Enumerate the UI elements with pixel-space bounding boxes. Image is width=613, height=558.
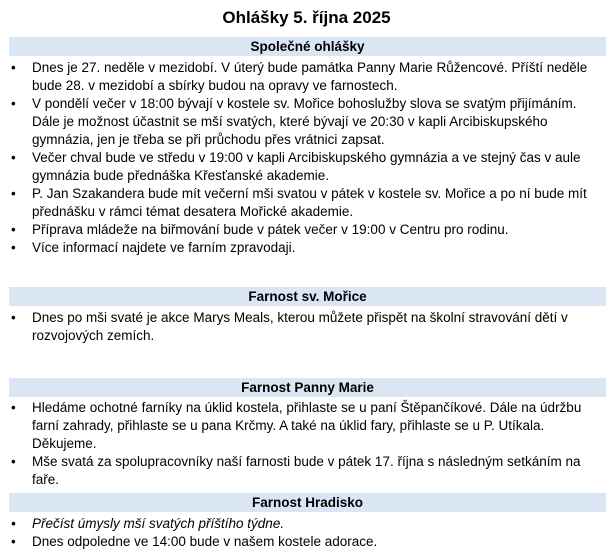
announcement-list <box>9 309 606 345</box>
list-item: • Dnes po mši svaté je akce Marys Meals, kterou můžete přispět na školní stravování dětí v rozvojových zemích. <box>9 309 606 345</box>
list-item: • Mše svatá za spolupracovníky naší farnosti bude v pátek 17. října s následným setkáním na faře. <box>9 453 606 489</box>
section-heading: Farnost Panny Marie <box>9 378 606 397</box>
section-st-maurice <box>9 287 606 345</box>
list-item: • Více informací najdete ve farním zpravodaji. <box>9 239 606 257</box>
list-item: • Hledáme ochotné farníky na úklid kostela, přihlaste se u paní Štěpančíkové. Dále na údržbu farní zahrady, přihlaste se u pana Krčmy. A také na úklid fary, přihlaste se u P. Utíkala. Děkujeme. <box>9 399 606 453</box>
list-item: • Přečíst úmysly mší svatých příštího týdne. <box>9 515 606 533</box>
section-common <box>9 37 606 257</box>
list-item: • Dnes je 27. neděle v mezidobí. V úterý bude památka Panny Marie Růžencové. Příští neděle bude 28. v mezidobí a sbírky budou na opravy ve farnostech. <box>9 59 606 95</box>
list-item: • Večer chval bude ve středu v 19:00 v kapli Arcibiskupského gymnázia a ve stejný čas v aule gymnázia bude přednáška Křesťanské akademie. <box>9 149 606 185</box>
announcement-list <box>9 399 606 489</box>
list-item: • Dnes odpoledne ve 14:00 bude v našem kostele adorace. <box>9 533 606 551</box>
page-title: Ohlášky 5. října 2025 <box>222 8 391 27</box>
announcement-list <box>9 515 606 551</box>
list-item: • Příprava mládeže na biřmování bude v pátek večer v 19:00 v Centru pro rodinu. <box>9 221 606 239</box>
section-hradisko <box>9 493 606 551</box>
section-heading: Farnost sv. Mořice <box>9 287 606 306</box>
section-virgin-mary <box>9 378 606 489</box>
list-item: • P. Jan Szakandera bude mít večerní mši svatou v pátek v kostele sv. Mořice a po ní bude mít přednášku v rámci témat desatera Mořické akademie. <box>9 185 606 221</box>
section-heading: Farnost Hradisko <box>9 493 606 512</box>
announcement-list <box>9 59 606 257</box>
list-item: • V pondělí večer v 18:00 bývají v kostele sv. Mořice bohoslužby slova se svatým přijímáním. Dále je možnost účastnit se mší svatých, které bývají ve 20:30 v kapli Arcibiskupského gymnázia, jen je třeba se při průchodu přes vrátnici zapsat. <box>9 95 606 149</box>
section-heading: Společné ohlášky <box>9 37 606 56</box>
